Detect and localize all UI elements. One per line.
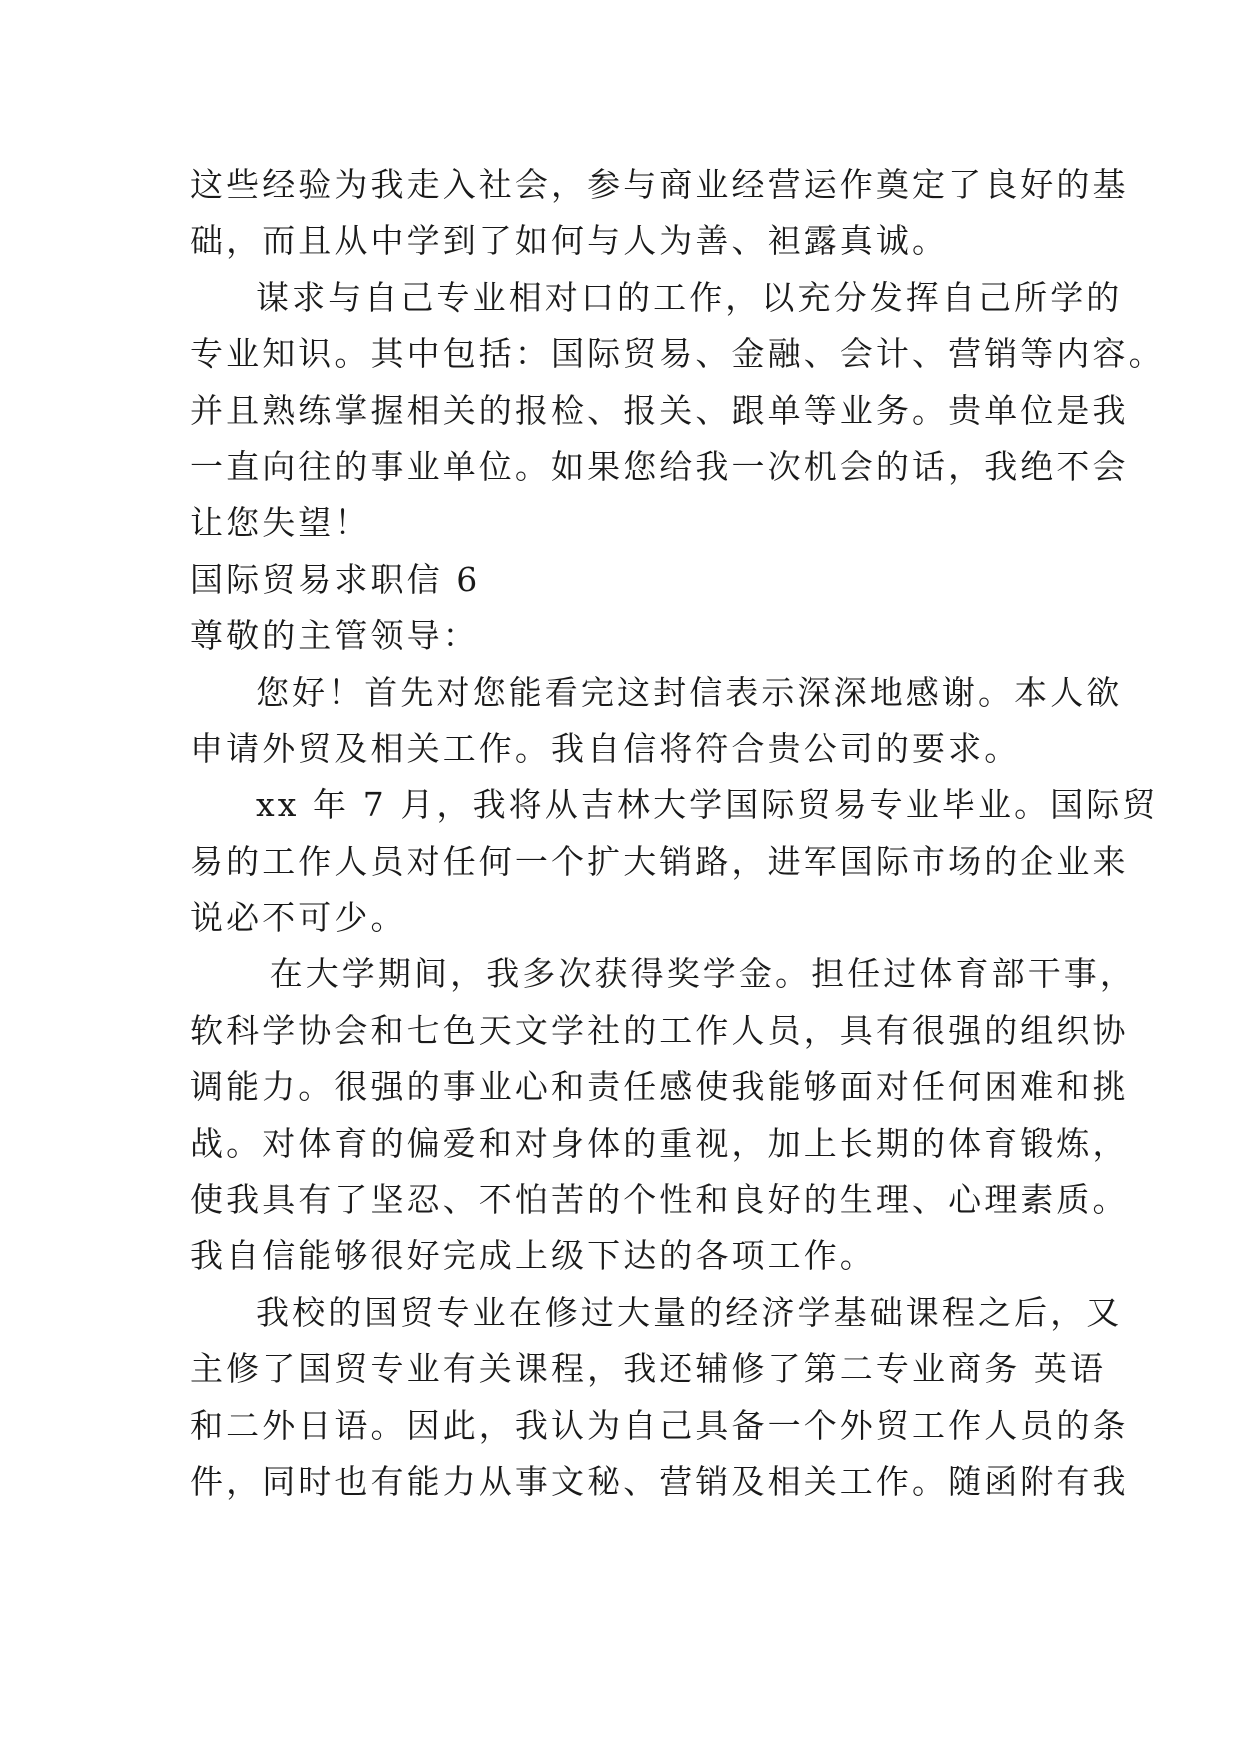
text-line: 在大学期间，我多次获得奖学金。担任过体育部干事，: [256, 954, 1136, 994]
text-line: 一直向往的事业单位。如果您给我一次机会的话，我绝不会: [190, 446, 1129, 486]
text-line: 础，而且从中学到了如何与人为善、袒露真诚。: [190, 221, 949, 261]
text-line: 我校的国贸专业在修过大量的经济学基础课程之后，又: [256, 1292, 1123, 1332]
text-line: 战。对体育的偏爱和对身体的重视，加上长期的体育锻炼，: [190, 1123, 1129, 1163]
salutation: 尊敬的主管领导：: [190, 616, 479, 656]
text-line: 让您失望！: [190, 503, 371, 543]
section-heading: 国际贸易求职信 6: [190, 559, 481, 599]
document-body: [190, 157, 1165, 1510]
text-line: xx 年 7 月，我将从吉林大学国际贸易专业毕业。国际贸: [256, 785, 1159, 825]
text-line: 使我具有了坚忍、不怕苦的个性和良好的生理、心理素质。: [190, 1180, 1129, 1220]
text-line: 件，同时也有能力从事文秘、营销及相关工作。随函附有我: [190, 1461, 1129, 1501]
text-line: 调能力。很强的事业心和责任感使我能够面对任何困难和挑: [190, 1067, 1129, 1107]
text-line: 说必不可少。: [190, 898, 407, 938]
text-line: 易的工作人员对任何一个扩大销路，进军国际市场的企业来: [190, 841, 1129, 881]
text-line: 您好！首先对您能看完这封信表示深深地感谢。本人欲: [256, 672, 1123, 712]
text-line: 和二外日语。因此，我认为自己具备一个外贸工作人员的条: [190, 1405, 1129, 1445]
text-line: 专业知识。其中包括：国际贸易、金融、会计、营销等内容。: [190, 334, 1165, 374]
text-line: 主修了国贸专业有关课程，我还辅修了第二专业商务 英语: [190, 1349, 1107, 1389]
text-line: 软科学协会和七色天文学社的工作人员，具有很强的组织协: [190, 1010, 1129, 1050]
text-line: 我自信能够很好完成上级下达的各项工作。: [190, 1236, 876, 1276]
text-line: 谋求与自己专业相对口的工作，以充分发挥自己所学的: [256, 277, 1123, 317]
text-line: 并且熟练掌握相关的报检、报关、跟单等业务。贵单位是我: [190, 390, 1129, 430]
text-line: 申请外贸及相关工作。我自信将符合贵公司的要求。: [190, 728, 1021, 768]
text-line: 这些经验为我走入社会，参与商业经营运作奠定了良好的基: [190, 165, 1129, 204]
